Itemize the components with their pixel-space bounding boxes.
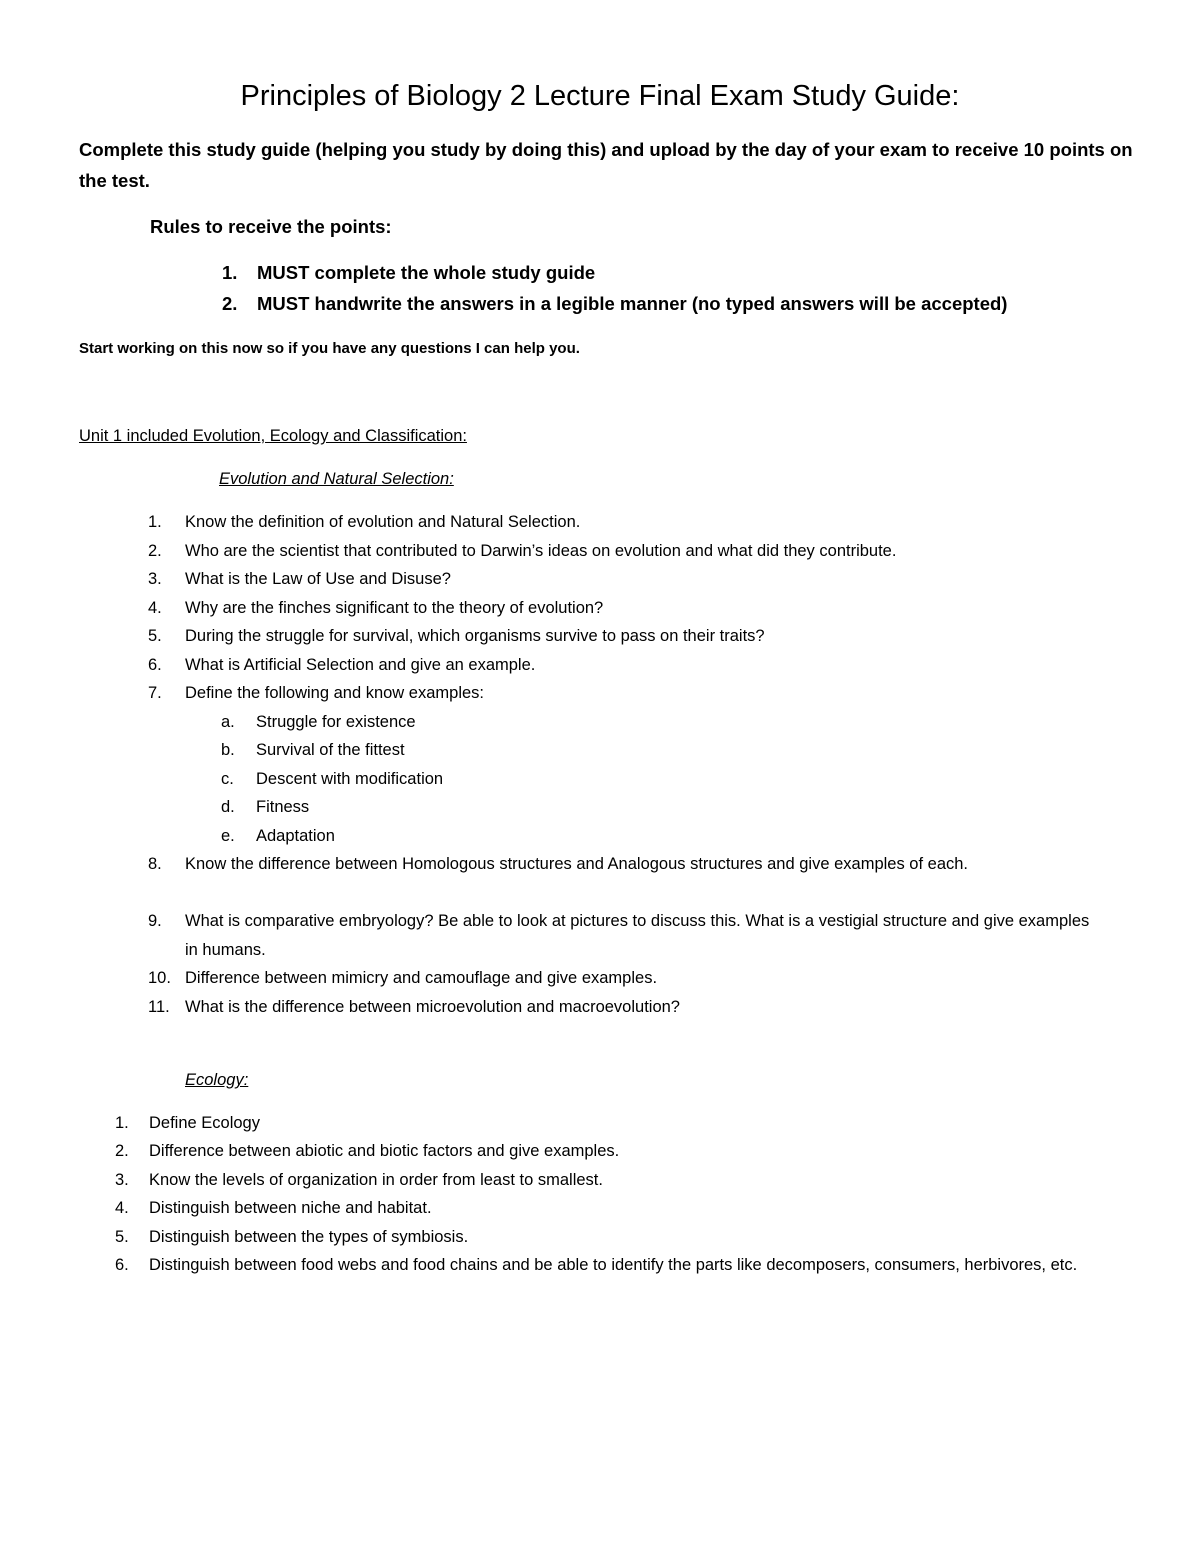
list-item-number: d. (221, 798, 235, 816)
list-item-text: Descent with modification (256, 770, 444, 788)
rule-number: 1. (222, 262, 238, 283)
list-item-number: 6. (115, 1256, 129, 1274)
list-item-number: 4. (115, 1199, 129, 1217)
list-item-number: c. (221, 770, 234, 788)
list-item-text: Why are the finches significant to the theory of evolution? (185, 599, 604, 617)
list-item-number: 3. (115, 1171, 129, 1189)
page-title: Principles of Biology 2 Lecture Final Exam Study Guide: (240, 80, 960, 112)
rule-text: MUST handwrite the answers in a legible manner (no typed answers will be accepted) (257, 293, 1008, 314)
list-item-text: Fitness (256, 798, 310, 816)
list-item-text: Define Ecology (149, 1114, 260, 1132)
list-item-text: Survival of the fittest (256, 741, 405, 759)
list-item-text: Difference between abiotic and biotic factors and give examples. (149, 1142, 620, 1160)
list-item-text: Know the definition of evolution and Natural Selection. (185, 513, 581, 531)
list-item-number: 7. (148, 684, 162, 702)
list-item-text: What is comparative embryology? Be able to look at pictures to discuss this. What is a vestigial structure and give examples in humans. (185, 912, 1090, 959)
list-item-text: Who are the scientist that contributed to Darwin’s ideas on evolution and what did they contribute. (185, 542, 897, 560)
list-item-number: e. (221, 827, 235, 845)
list-item-text: Adaptation (256, 827, 335, 845)
list-item-number: 10. (148, 969, 171, 987)
list-item-number: 11. (148, 998, 170, 1016)
list-item-number: 8. (148, 855, 162, 873)
intro-paragraph: Complete this study guide (helping you study by doing this) and upload by the day of your exam to receive 10 points on the test. (79, 139, 1133, 191)
list-item-number: b. (221, 741, 235, 759)
list-item-text: Struggle for existence (256, 713, 416, 731)
list-item-number: 6. (148, 656, 162, 674)
list-item-number: 9. (148, 912, 162, 930)
rule-text: MUST complete the whole study guide (257, 262, 596, 283)
list-item-number: 2. (115, 1142, 129, 1160)
list-item-text: Distinguish between niche and habitat. (149, 1199, 432, 1217)
list-item-number: a. (221, 713, 235, 731)
list-item-text: Distinguish between food webs and food chains and be able to identify the parts like decomposers, consumers, herbivores, etc. (149, 1256, 1078, 1274)
evolution-heading: Evolution and Natural Selection: (219, 470, 454, 488)
list-item-text: What is Artificial Selection and give an example. (185, 656, 536, 674)
list-item-text: Difference between mimicry and camouflage and give examples. (185, 969, 658, 987)
list-item-text: Define the following and know examples: (185, 684, 485, 702)
start-note: Start working on this now so if you have any questions I can help you. (79, 340, 580, 357)
list-item-number: 3. (148, 570, 162, 588)
ecology-heading: Ecology: (185, 1071, 249, 1089)
list-item-text: Know the levels of organization in order from least to smallest. (149, 1171, 603, 1189)
rule-number: 2. (222, 293, 238, 314)
list-item-number: 5. (148, 627, 162, 645)
list-item-number: 2. (148, 542, 162, 560)
list-item-text: Distinguish between the types of symbiosis. (149, 1228, 469, 1246)
list-item-text: During the struggle for survival, which organisms survive to pass on their traits? (185, 627, 765, 645)
list-item-number: 1. (115, 1114, 129, 1132)
list-item-text: Know the difference between Homologous structures and Analogous structures and give examples of each. (185, 855, 969, 873)
rules-heading: Rules to receive the points: (150, 216, 392, 237)
list-item-number: 5. (115, 1228, 129, 1246)
list-item-text: What is the difference between microevolution and macroevolution? (185, 998, 680, 1016)
list-item-number: 1. (148, 513, 162, 531)
list-item-number: 4. (148, 599, 162, 617)
list-item-text: What is the Law of Use and Disuse? (185, 570, 451, 588)
unit-heading: Unit 1 included Evolution, Ecology and Classification: (79, 427, 467, 445)
